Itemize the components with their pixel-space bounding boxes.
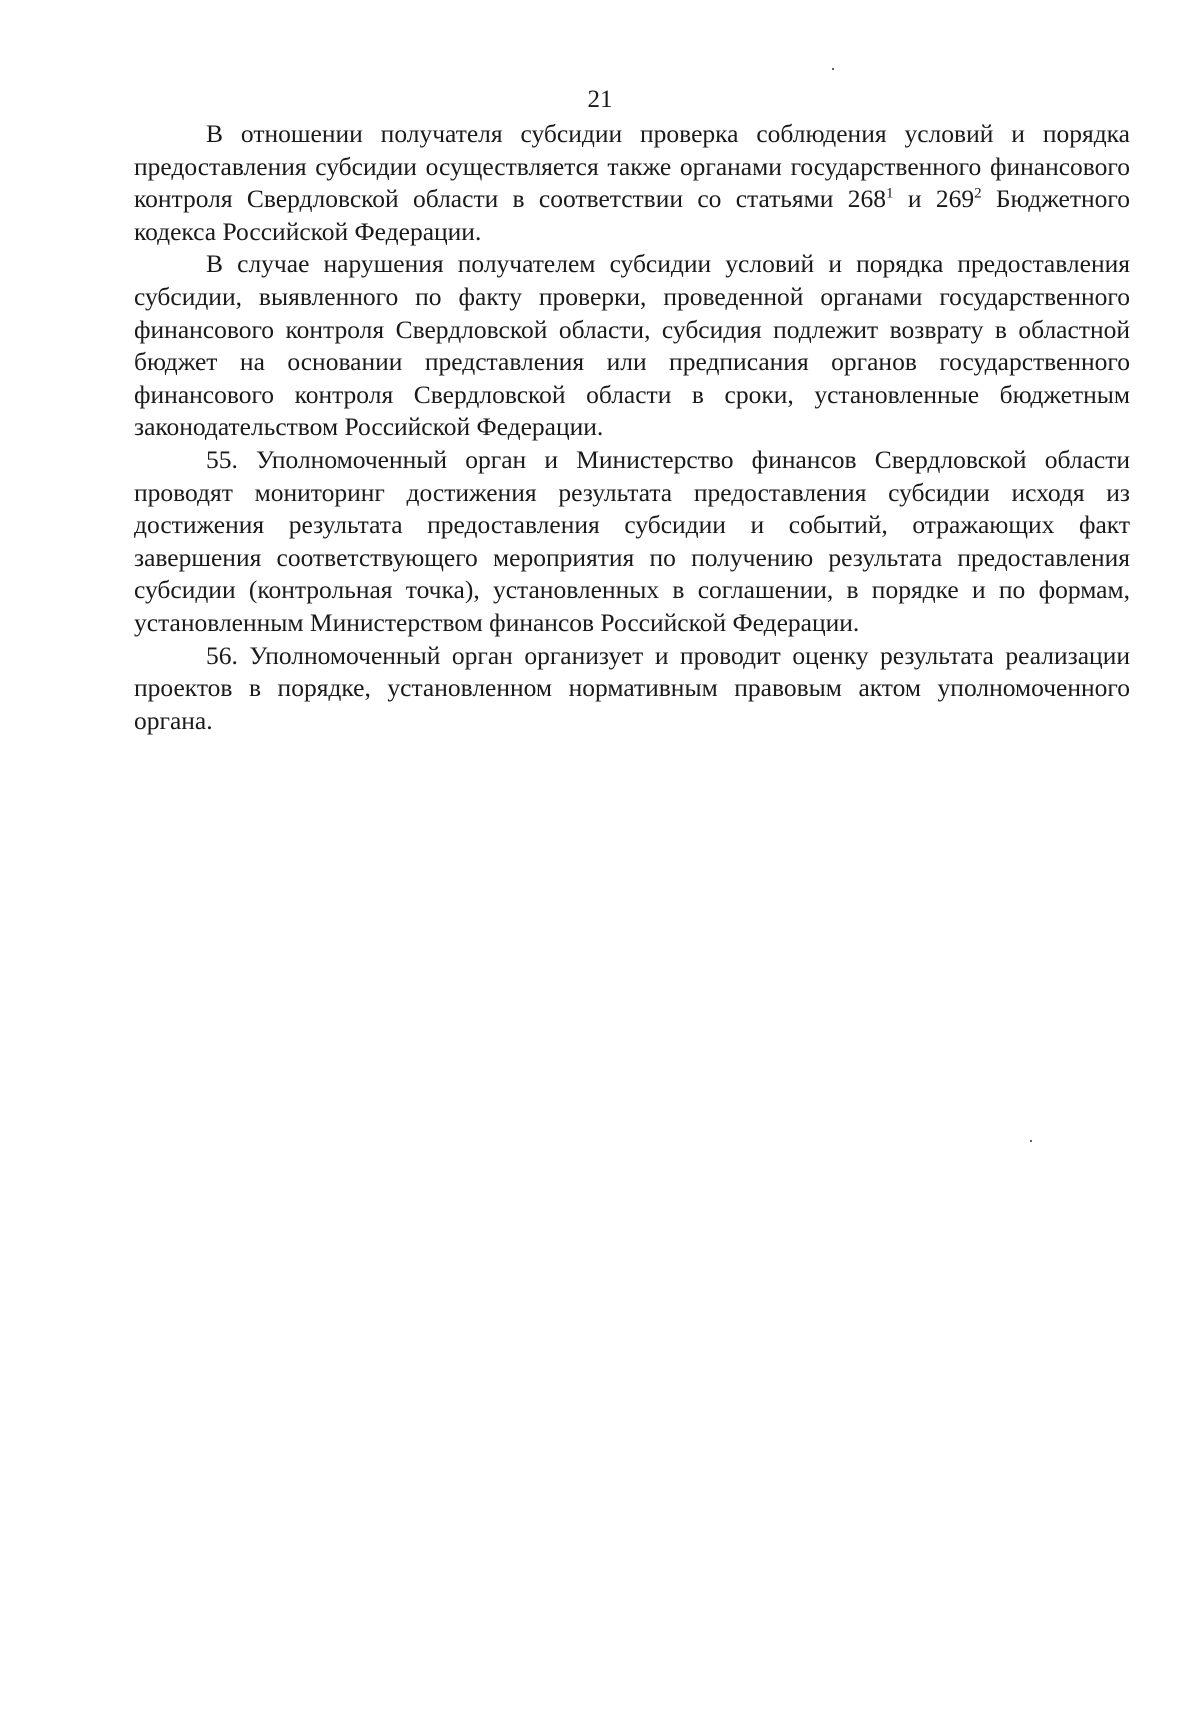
paragraph-audit-bodies: В отношении получателя субсидии проверка соблюдения условий и порядка предоставления субсидии осуществляется также органами государственного финансового контроля Свердловской области в соответствии со статьями $268^1$ и $269^2$ Бюджетного кодекса Российской Федерации. — [134, 119, 1130, 246]
paragraph-56-evaluation: 56. Уполномоченный орган организует и проводит оценку результата реализации проектов в порядке, установленном нормативным правовым актом уполномоченного органа. — [134, 640, 1130, 735]
scan-speck — [832, 68, 834, 70]
superscript: 2 — [974, 185, 982, 202]
paragraph-55-monitoring: 55. Уполномоченный орган и Министерство финансов Свердловской области проводят мониторинг достижения результата предоставления субсидии исходя из достижения результата предоставления субсидии и событий, отражающих факт завершения соответствующего мероприятия по получению результата предоставления субсидии (контрольная точка), установленных в соглашении, в порядке и по формам, установленным Министерством финансов Российской Федерации. — [134, 444, 1130, 637]
scan-speck — [1030, 1140, 1032, 1142]
document-body — [134, 118, 1130, 737]
superscript: 1 — [886, 185, 894, 202]
page-number: 21 — [587, 86, 613, 113]
paragraph-violation-refund: В случае нарушения получателем субсидии условий и порядка предоставления субсидии, выявленного по факту проверки, проведенной органами государственного финансового контроля Свердловской области, субсидия подлежит возврату в областной бюджет на основании представления или предписания органов государственного финансового контроля Свердловской области в сроки, установленные бюджетным законодательством Российской Федерации. — [134, 249, 1130, 442]
